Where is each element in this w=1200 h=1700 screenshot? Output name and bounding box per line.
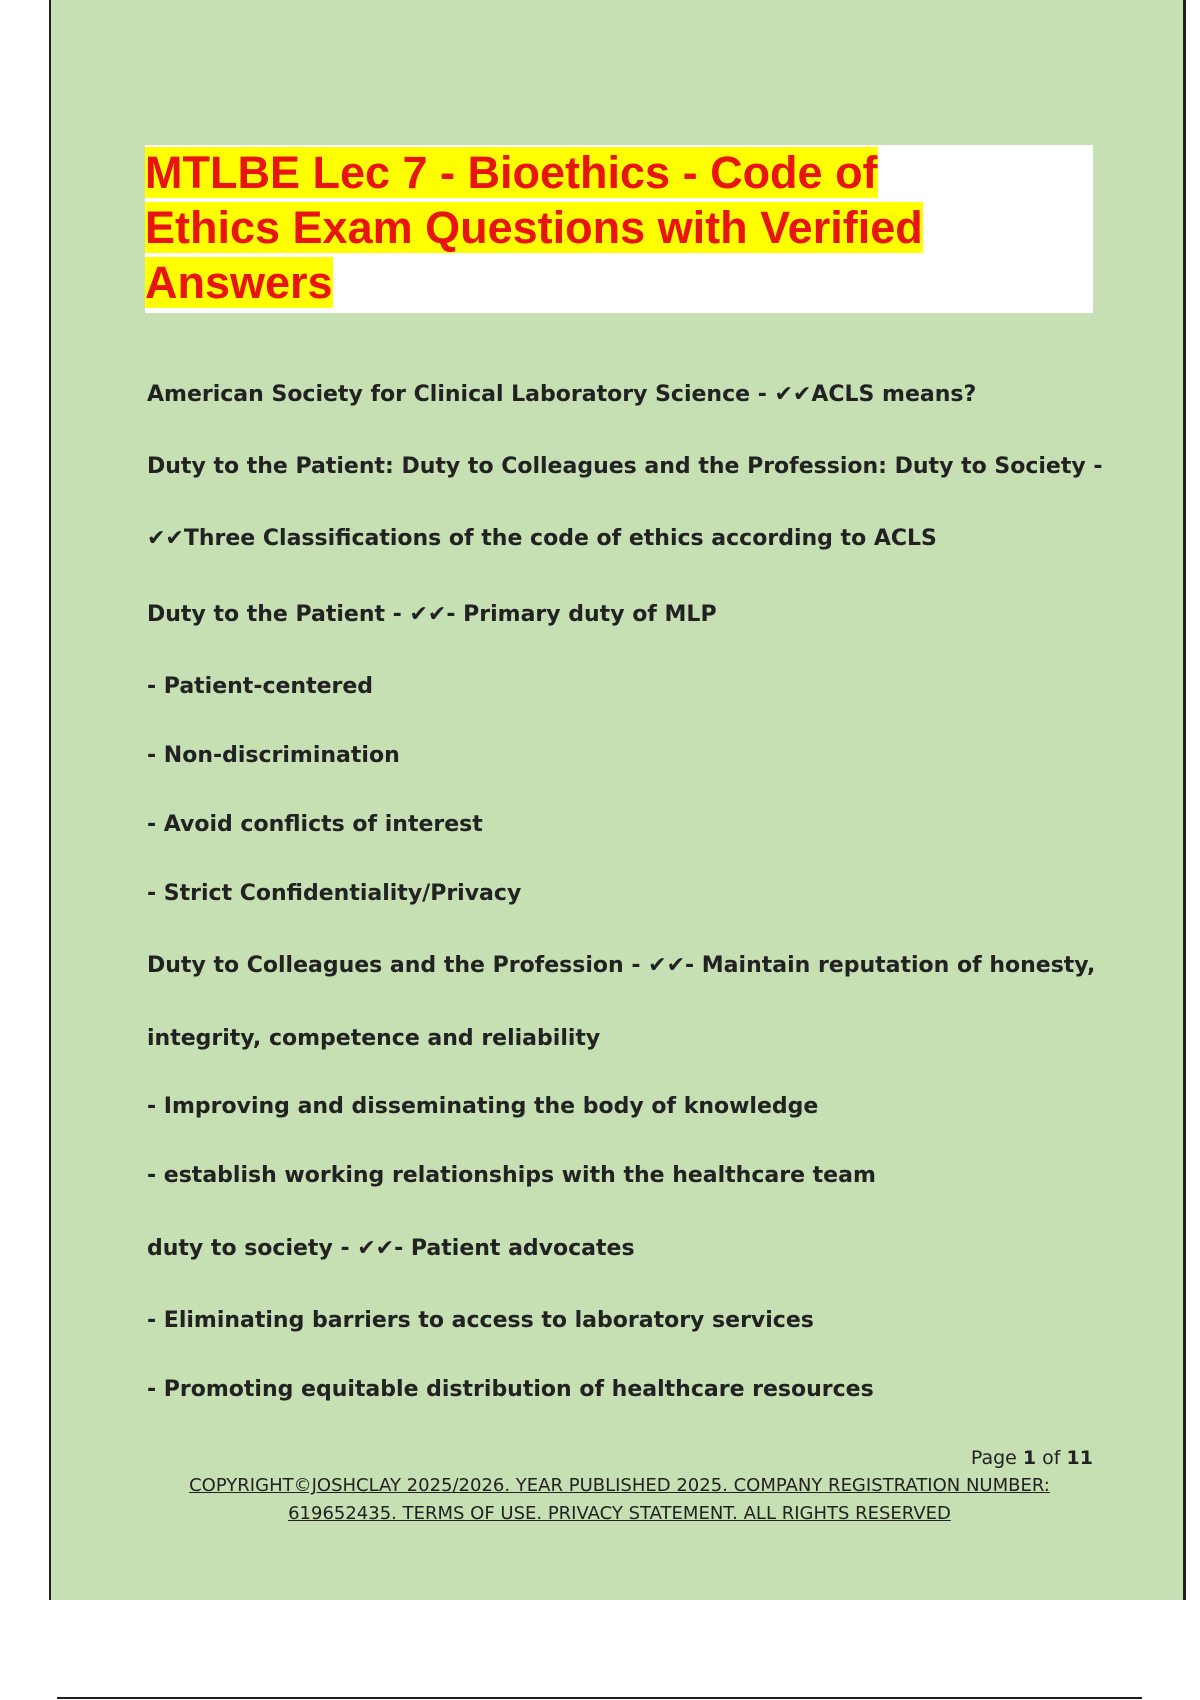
text-line: Duty to the Patient: Duty to Colleagues and the Profession: Duty to Society - bbox=[147, 454, 1103, 479]
page-current: 1 bbox=[1022, 1447, 1037, 1469]
list-item: - Non-discrimination bbox=[147, 743, 400, 768]
list-item: - Improving and disseminating the body of knowledge bbox=[147, 1094, 819, 1119]
copyright-notice bbox=[51, 1472, 1188, 1528]
page-of: of bbox=[1042, 1447, 1061, 1469]
text-line: duty to society - ✔✔- Patient advocates bbox=[147, 1236, 635, 1261]
page-number bbox=[971, 1447, 1093, 1469]
page-total: 11 bbox=[1066, 1447, 1093, 1469]
bottom-divider bbox=[57, 1697, 1142, 1699]
page-word: Page bbox=[970, 1447, 1017, 1469]
list-item: - Patient-centered bbox=[147, 674, 374, 699]
text-line: Duty to the Patient - ✔✔- Primary duty of MLP bbox=[147, 602, 717, 627]
copyright-line: COPYRIGHT©JOSHCLAY 2025/2026. YEAR PUBLISHED 2025. COMPANY REGISTRATION NUMBER: bbox=[189, 1475, 1050, 1496]
document-page bbox=[49, 0, 1186, 1600]
title-box bbox=[145, 145, 1093, 313]
text-line: integrity, competence and reliability bbox=[147, 1026, 601, 1051]
list-item: - Eliminating barriers to access to laboratory services bbox=[147, 1308, 814, 1333]
text-line: ✔✔Three Classifications of the code of ethics according to ACLS bbox=[147, 526, 937, 551]
list-item: - Avoid conflicts of interest bbox=[147, 812, 483, 837]
list-item: - establish working relationships with the healthcare team bbox=[147, 1163, 876, 1188]
text-line: American Society for Clinical Laboratory Science - ✔✔ACLS means? bbox=[147, 382, 977, 407]
title-line: MTLBE Lec 7 - Bioethics - Code of bbox=[145, 147, 878, 198]
title-line: Answers bbox=[145, 257, 333, 308]
title-line: Ethics Exam Questions with Verified bbox=[145, 202, 923, 253]
text-line: Duty to Colleagues and the Profession - ✔✔- Maintain reputation of honesty, bbox=[147, 953, 1096, 978]
document-title bbox=[145, 145, 1093, 310]
list-item: - Strict Confidentiality/Privacy bbox=[147, 881, 522, 906]
list-item: - Promoting equitable distribution of healthcare resources bbox=[147, 1377, 874, 1402]
copyright-line: 619652435. TERMS OF USE. PRIVACY STATEMENT. ALL RIGHTS RESERVED bbox=[288, 1503, 951, 1524]
